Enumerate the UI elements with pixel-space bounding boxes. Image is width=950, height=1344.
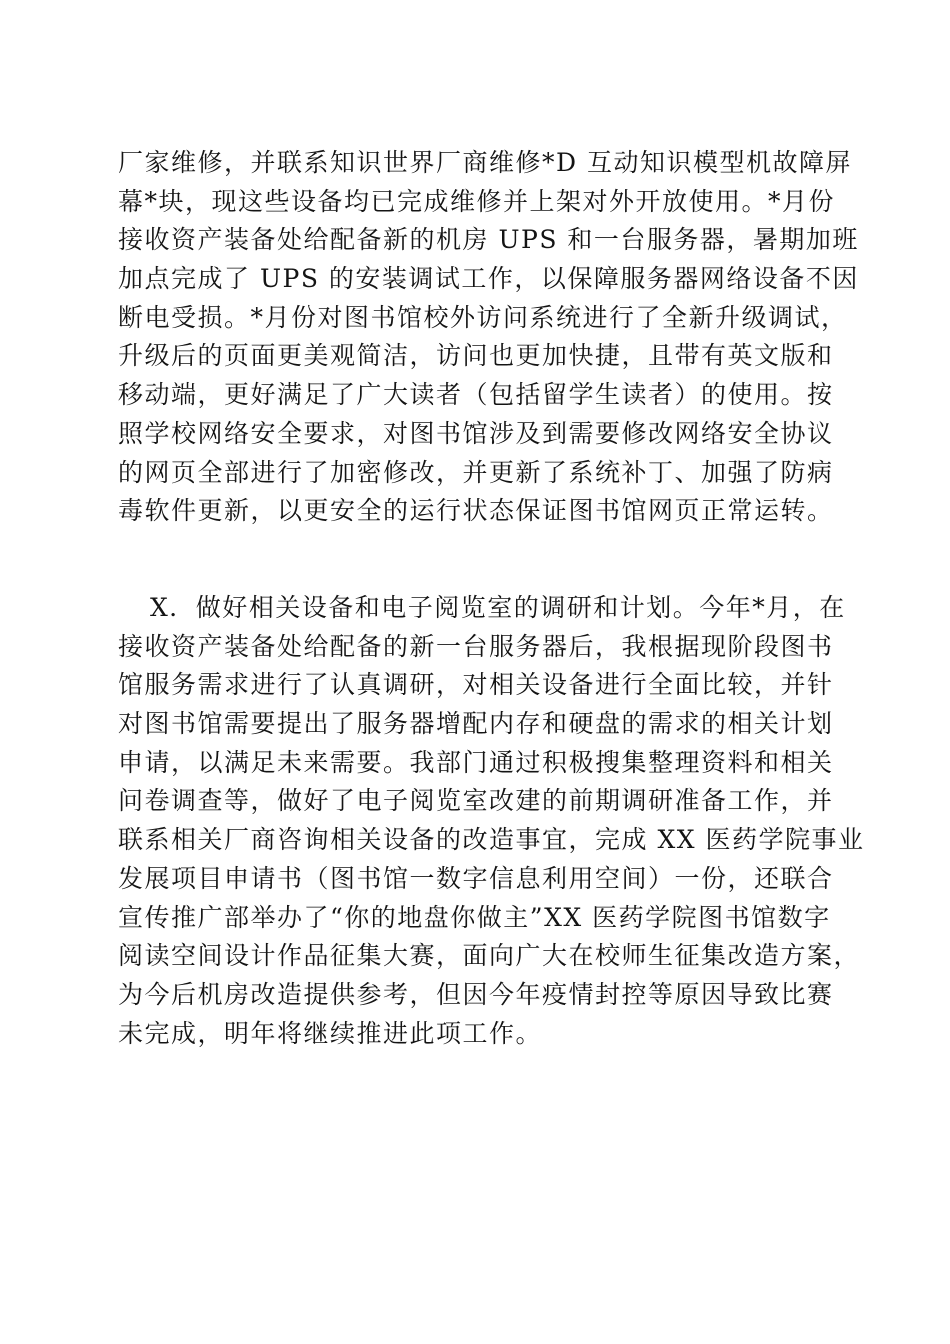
paragraph-1-line: 升级后的页面更美观简洁，访问也更加快捷，且带有英文版和 — [118, 341, 834, 371]
paragraph-2-line: 对图书馆需要提出了服务器增配内存和硬盘的需求的相关计划 — [118, 709, 834, 739]
paragraph-2-line: 馆服务需求进行了认真调研，对相关设备进行全面比较，并针 — [118, 670, 834, 700]
paragraph-1-line: 接收资产装备处给配备新的机房 UPS 和一台服务器，暑期加班 — [118, 225, 859, 255]
paragraph-1-line: 照学校网络安全要求，对图书馆涉及到需要修改网络安全协议 — [118, 418, 834, 448]
paragraph-1-line: 幕*块，现这些设备均已完成维修并上架对外开放使用。*月份 — [118, 186, 836, 216]
paragraph-2-line: 未完成，明年将继续推进此项工作。 — [118, 1018, 543, 1048]
paragraph-2-line: 为今后机房改造提供参考，但因今年疫情封控等原因导致比赛 — [118, 979, 834, 1009]
paragraph-2-first-line: X．做好相关设备和电子阅览室的调研和计划。今年*月，在 — [150, 593, 846, 622]
paragraph-2-line: 宣传推广部举办了“你的地盘你做主”XX 医药学院图书馆数字 — [118, 902, 831, 932]
paragraph-1-line: 移动端，更好满足了广大读者（包括留学生读者）的使用。按 — [118, 380, 834, 410]
paragraph-1-line: 断电受损。*月份对图书馆校外访问系统进行了全新升级调试， — [118, 302, 848, 332]
paragraph-2-line: 发展项目申请书（图书馆一数字信息利用空间）一份，还联合 — [118, 863, 834, 893]
paragraph-2-line: 阅读空间设计作品征集大赛，面向广大在校师生征集改造方案， — [118, 941, 861, 971]
paragraph-2-line: 联系相关厂商咨询相关设备的改造事宜，完成 XX 医药学院事业 — [118, 825, 865, 855]
paragraph-1-line: 的网页全部进行了加密修改，并更新了系统补丁、加强了防病 — [118, 457, 834, 487]
paragraph-2-line: 接收资产装备处给配备的新一台服务器后，我根据现阶段图书 — [118, 631, 834, 661]
paragraph-1-line: 厂家维修，并联系知识世界厂商维修*D 互动知识模型机故障屏 — [118, 148, 852, 177]
paragraph-1-line: 加点完成了 UPS 的安装调试工作，以保障服务器网络设备不因 — [118, 264, 859, 294]
paragraph-1 — [118, 144, 859, 531]
paragraph-1-line: 毒软件更新，以更安全的运行状态保证图书馆网页正常运转。 — [118, 496, 834, 526]
paragraph-2-line: 申请，以满足未来需要。我部门通过积极搜集整理资料和相关 — [118, 747, 834, 777]
paragraph-2 — [118, 589, 865, 1053]
paragraph-2-line: 问卷调查等，做好了电子阅览室改建的前期调研准备工作，并 — [118, 786, 834, 816]
